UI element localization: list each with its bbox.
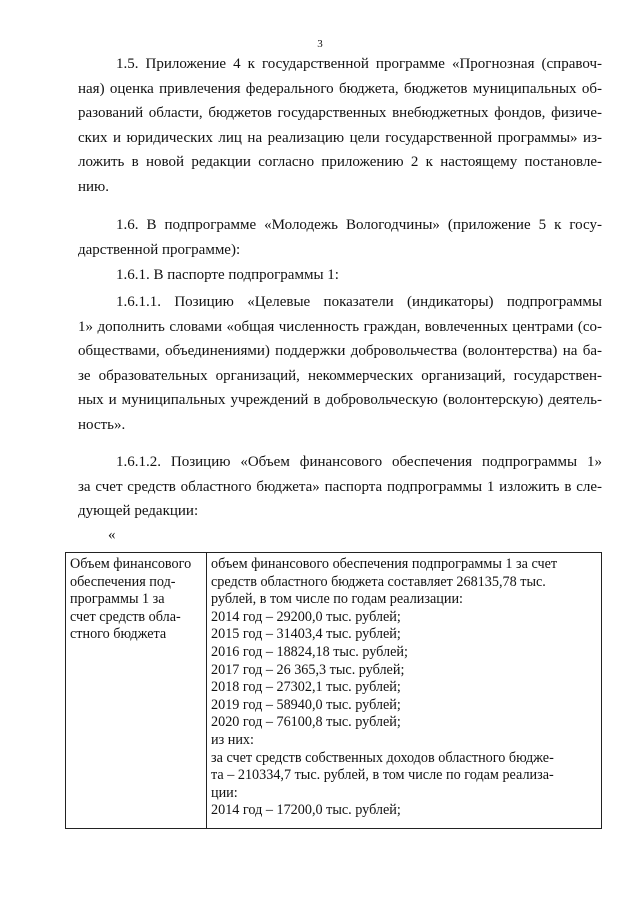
- cell-text-line: объем финансового обеспечения подпрограммы 1 за счет: [211, 556, 558, 572]
- cell-text-line: Объем финансового: [70, 556, 192, 572]
- text-line: 1.6.1.2. Позицию «Объем финансового обеспечения подпрограммы 1»: [116, 454, 602, 470]
- text-line: ная) оценка привлечения федерального бюджета, бюджетов муниципальных об-: [78, 80, 602, 97]
- cell-text-line: за счет средств собственных доходов областного бюдже-: [211, 749, 554, 766]
- cell-text-line: 2014 год – 29200,0 тыс. рублей;: [211, 608, 401, 625]
- cell-text-line: рублей, в том числе по годам реализации:: [211, 591, 463, 608]
- cell-text-line: 2016 год – 18824,18 тыс. рублей;: [211, 643, 408, 660]
- cell-text-line: 2014 год – 17200,0 тыс. рублей;: [211, 802, 401, 819]
- text-line: зе образовательных организаций, некоммерческих организаций, государствен-: [78, 367, 602, 384]
- text-line: 1.6. В подпрограмме «Молодежь Вологодчины» (приложение 5 к госу-: [116, 217, 602, 233]
- cell-text-line: та – 210334,7 тыс. рублей, в том числе по годам реализа-: [211, 767, 554, 784]
- page-number: 3: [317, 38, 323, 50]
- paragraph-1-6: [78, 213, 602, 262]
- cell-text-line: 2015 год – 31403,4 тыс. рублей;: [211, 626, 401, 643]
- text-line: нию.: [78, 178, 110, 195]
- paragraph-1-6-1: [78, 263, 602, 288]
- text-line: за счет средств областного бюджета» паспорта подпрограммы 1 изложить в сле-: [78, 478, 602, 495]
- text-line: 1» дополнить словами «общая численность граждан, вовлеченных центрами (со-: [78, 318, 602, 335]
- cell-text-line: из них:: [211, 731, 254, 748]
- cell-text-line: ции:: [211, 784, 238, 801]
- text-line: разований области, бюджетов государственных внебюджетных фондов, физиче-: [78, 105, 602, 121]
- cell-text-line: 2017 год – 26 365,3 тыс. рублей;: [211, 661, 405, 678]
- text-line: 1.6.1.1. Позицию «Целевые показатели (индикаторы) подпрограммы: [116, 294, 602, 310]
- text-line: 1.6.1. В паспорте подпрограммы 1:: [116, 267, 339, 283]
- text-line: 1.5. Приложение 4 к государственной программе «Прогнозная (справоч-: [116, 56, 602, 72]
- cell-text-line: стного бюджета: [70, 626, 167, 643]
- paragraph-1-6-1-2: [78, 450, 602, 524]
- cell-text-line: 2020 год – 76100,8 тыс. рублей;: [211, 714, 401, 731]
- text-line: дарственной программе):: [78, 241, 241, 258]
- cell-text-line: обеспечения под-: [70, 573, 176, 590]
- table-cell-position-name: [66, 553, 207, 829]
- text-line: ских и юридических лиц на реализацию цели государственной программы» из-: [78, 129, 602, 146]
- cell-text-line: 2018 год – 27302,1 тыс. рублей;: [211, 679, 401, 696]
- paragraph-1-6-1-1: [78, 290, 602, 437]
- cell-text-line: программы 1 за: [70, 591, 165, 608]
- cell-text-line: счет средств обла-: [70, 608, 181, 625]
- cell-text-line: 2019 год – 58940,0 тыс. рублей;: [211, 696, 401, 713]
- text-line: обществами, объединениями) поддержки добровольчества (волонтерства) на ба-: [78, 343, 602, 359]
- cell-text-line: средств областного бюджета составляет 268135,78 тыс.: [211, 573, 546, 590]
- financing-table: [65, 552, 602, 829]
- table-row: [66, 553, 602, 829]
- opening-quote: «: [108, 527, 116, 543]
- paragraph-1-5: [78, 52, 602, 199]
- table-cell-position-content: [207, 553, 602, 829]
- text-line: дующей редакции:: [78, 503, 199, 519]
- text-line: ность».: [78, 416, 126, 433]
- text-line: ных и муниципальных учреждений в добровольческую (волонтерскую) деятель-: [78, 392, 602, 408]
- text-line: ложить в новой редакции согласно приложению 2 к настоящему постановле-: [78, 154, 602, 170]
